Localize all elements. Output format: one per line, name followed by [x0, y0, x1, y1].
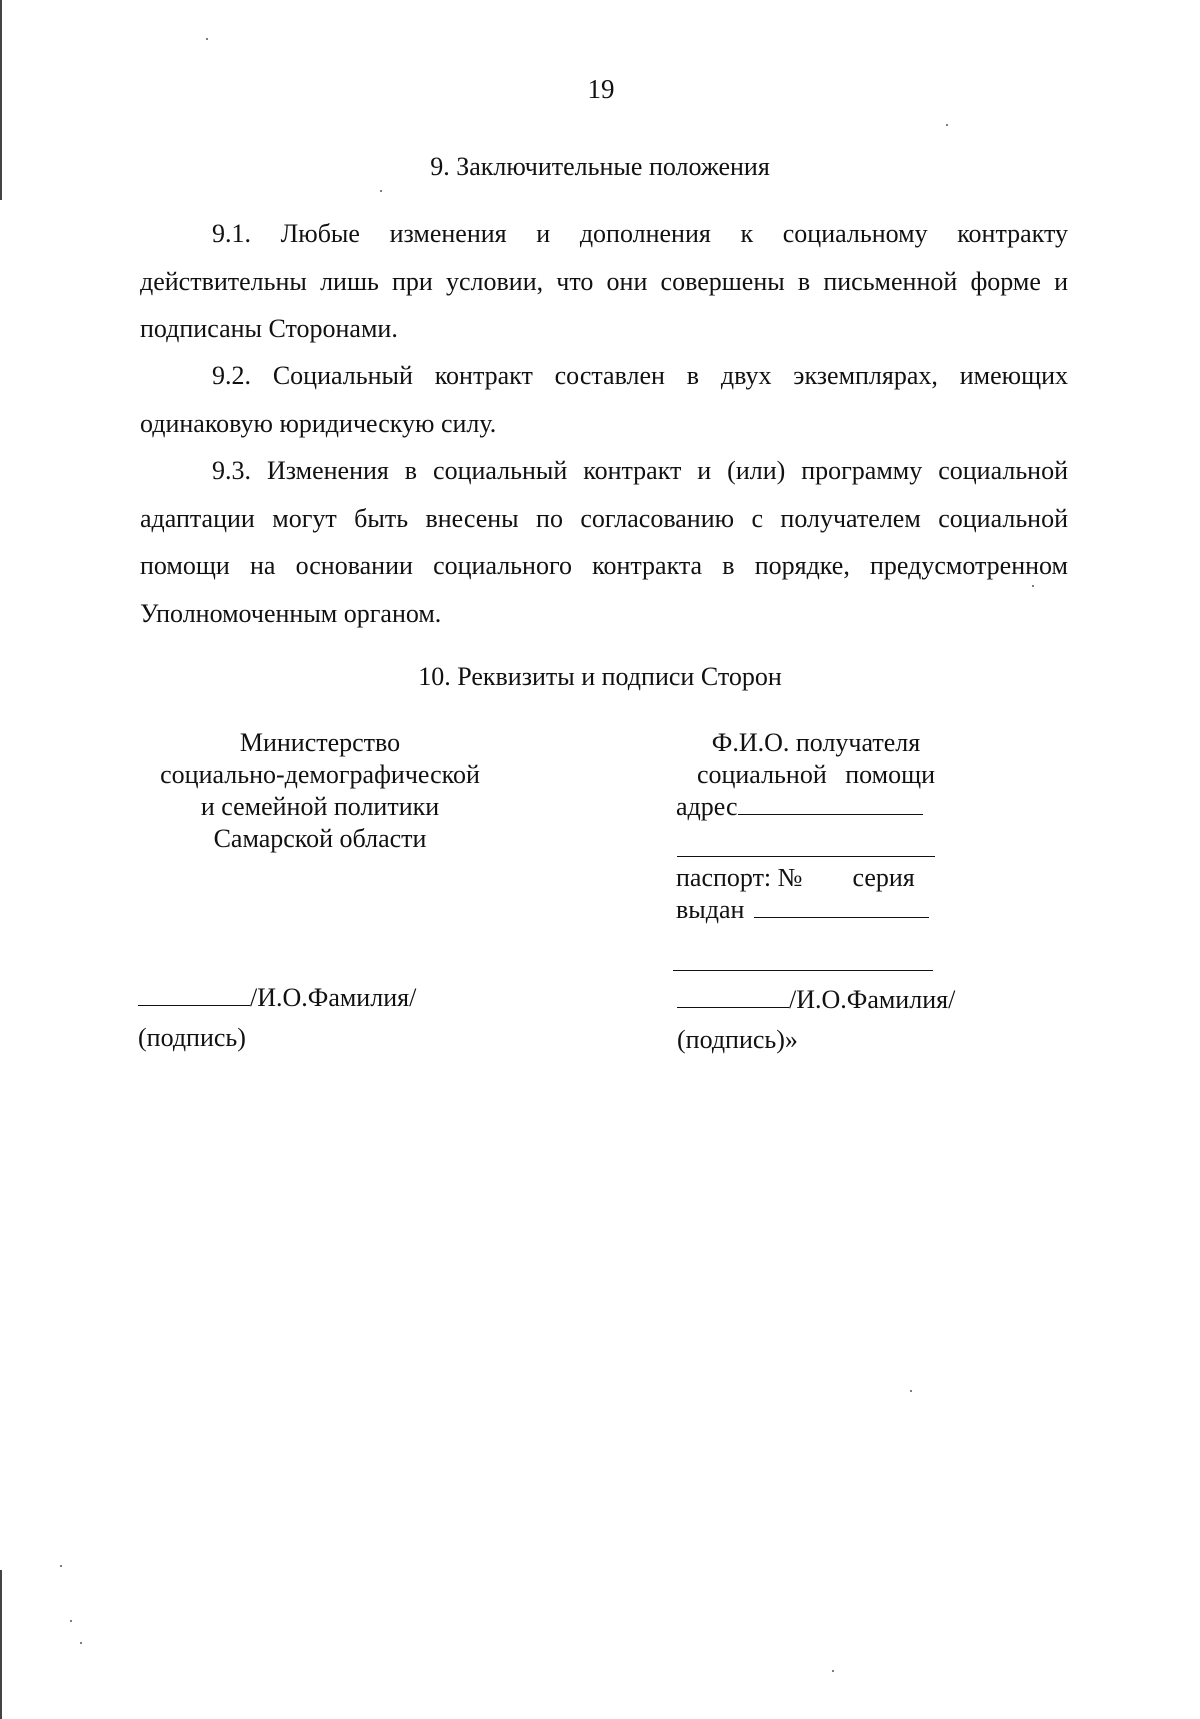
address-label: адрес — [676, 792, 738, 821]
address-row — [676, 791, 956, 823]
signature-left-caption: (подпись) — [138, 1023, 246, 1052]
signature-blank — [138, 983, 250, 1006]
signature-right — [677, 980, 955, 1060]
scan-speck — [70, 1620, 72, 1622]
signature-right-caption: (подпись)» — [677, 1025, 798, 1054]
signature-blank — [677, 985, 789, 1008]
address-blank-line — [677, 856, 935, 857]
ministry-line: и семейной политики — [200, 792, 440, 821]
page-number: 19 — [587, 74, 615, 104]
issued-blank — [754, 895, 929, 918]
ministry-details — [130, 727, 510, 855]
ministry-line: социально-демографической — [160, 760, 480, 789]
scan-speck — [60, 1565, 62, 1567]
recipient-details — [676, 727, 956, 823]
issued-label: выдан — [676, 895, 745, 924]
recipient-line: социальной помощи — [696, 760, 936, 789]
paragraph-9-2: 9.2. Социальный контракт составлен в двух экземплярах, имеющих одинаковую юридическую силу. — [140, 361, 1068, 438]
passport-label: паспорт: № — [676, 863, 803, 892]
extra-blank-line — [673, 970, 933, 971]
scan-speck — [380, 190, 382, 192]
scan-speck — [80, 1642, 82, 1644]
issued-row — [676, 894, 956, 926]
scan-speck — [910, 1390, 912, 1392]
paragraph-9-1: 9.1. Любые изменения и дополнения к социальному контракту действительны лишь при условии, что они совершены в письменной форме и подписаны Сторонами. — [140, 219, 1068, 343]
ministry-line: Министерство — [239, 728, 401, 757]
passport-row — [676, 862, 956, 894]
signature-left-line: /И.О.Фамилия/ — [138, 978, 416, 1018]
recipient-name-label: Ф.И.О. получателя — [711, 728, 921, 757]
paragraph-9-3: 9.3. Изменения в социальный контракт и (или) программу социальной адаптации могут быть внесены по согласованию с получателем социальной помощи на основании социального контракта в порядке, предусмотренном Уполномоченным органом. — [140, 456, 1068, 628]
passport-details — [676, 862, 956, 926]
signature-right-line: /И.О.Фамилия/ — [677, 980, 955, 1020]
signature-left — [138, 978, 416, 1058]
scan-speck — [206, 38, 208, 40]
series-label: серия — [852, 863, 915, 892]
section-9-title: 9. Заключительные положения — [430, 152, 770, 181]
scan-speck — [832, 1670, 834, 1672]
scan-edge-mark — [0, 1570, 2, 1719]
section-10-title: 10. Реквизиты и подписи Сторон — [418, 662, 782, 691]
ministry-line: Самарской области — [213, 824, 427, 853]
address-blank — [738, 792, 923, 815]
scan-speck — [946, 124, 948, 126]
